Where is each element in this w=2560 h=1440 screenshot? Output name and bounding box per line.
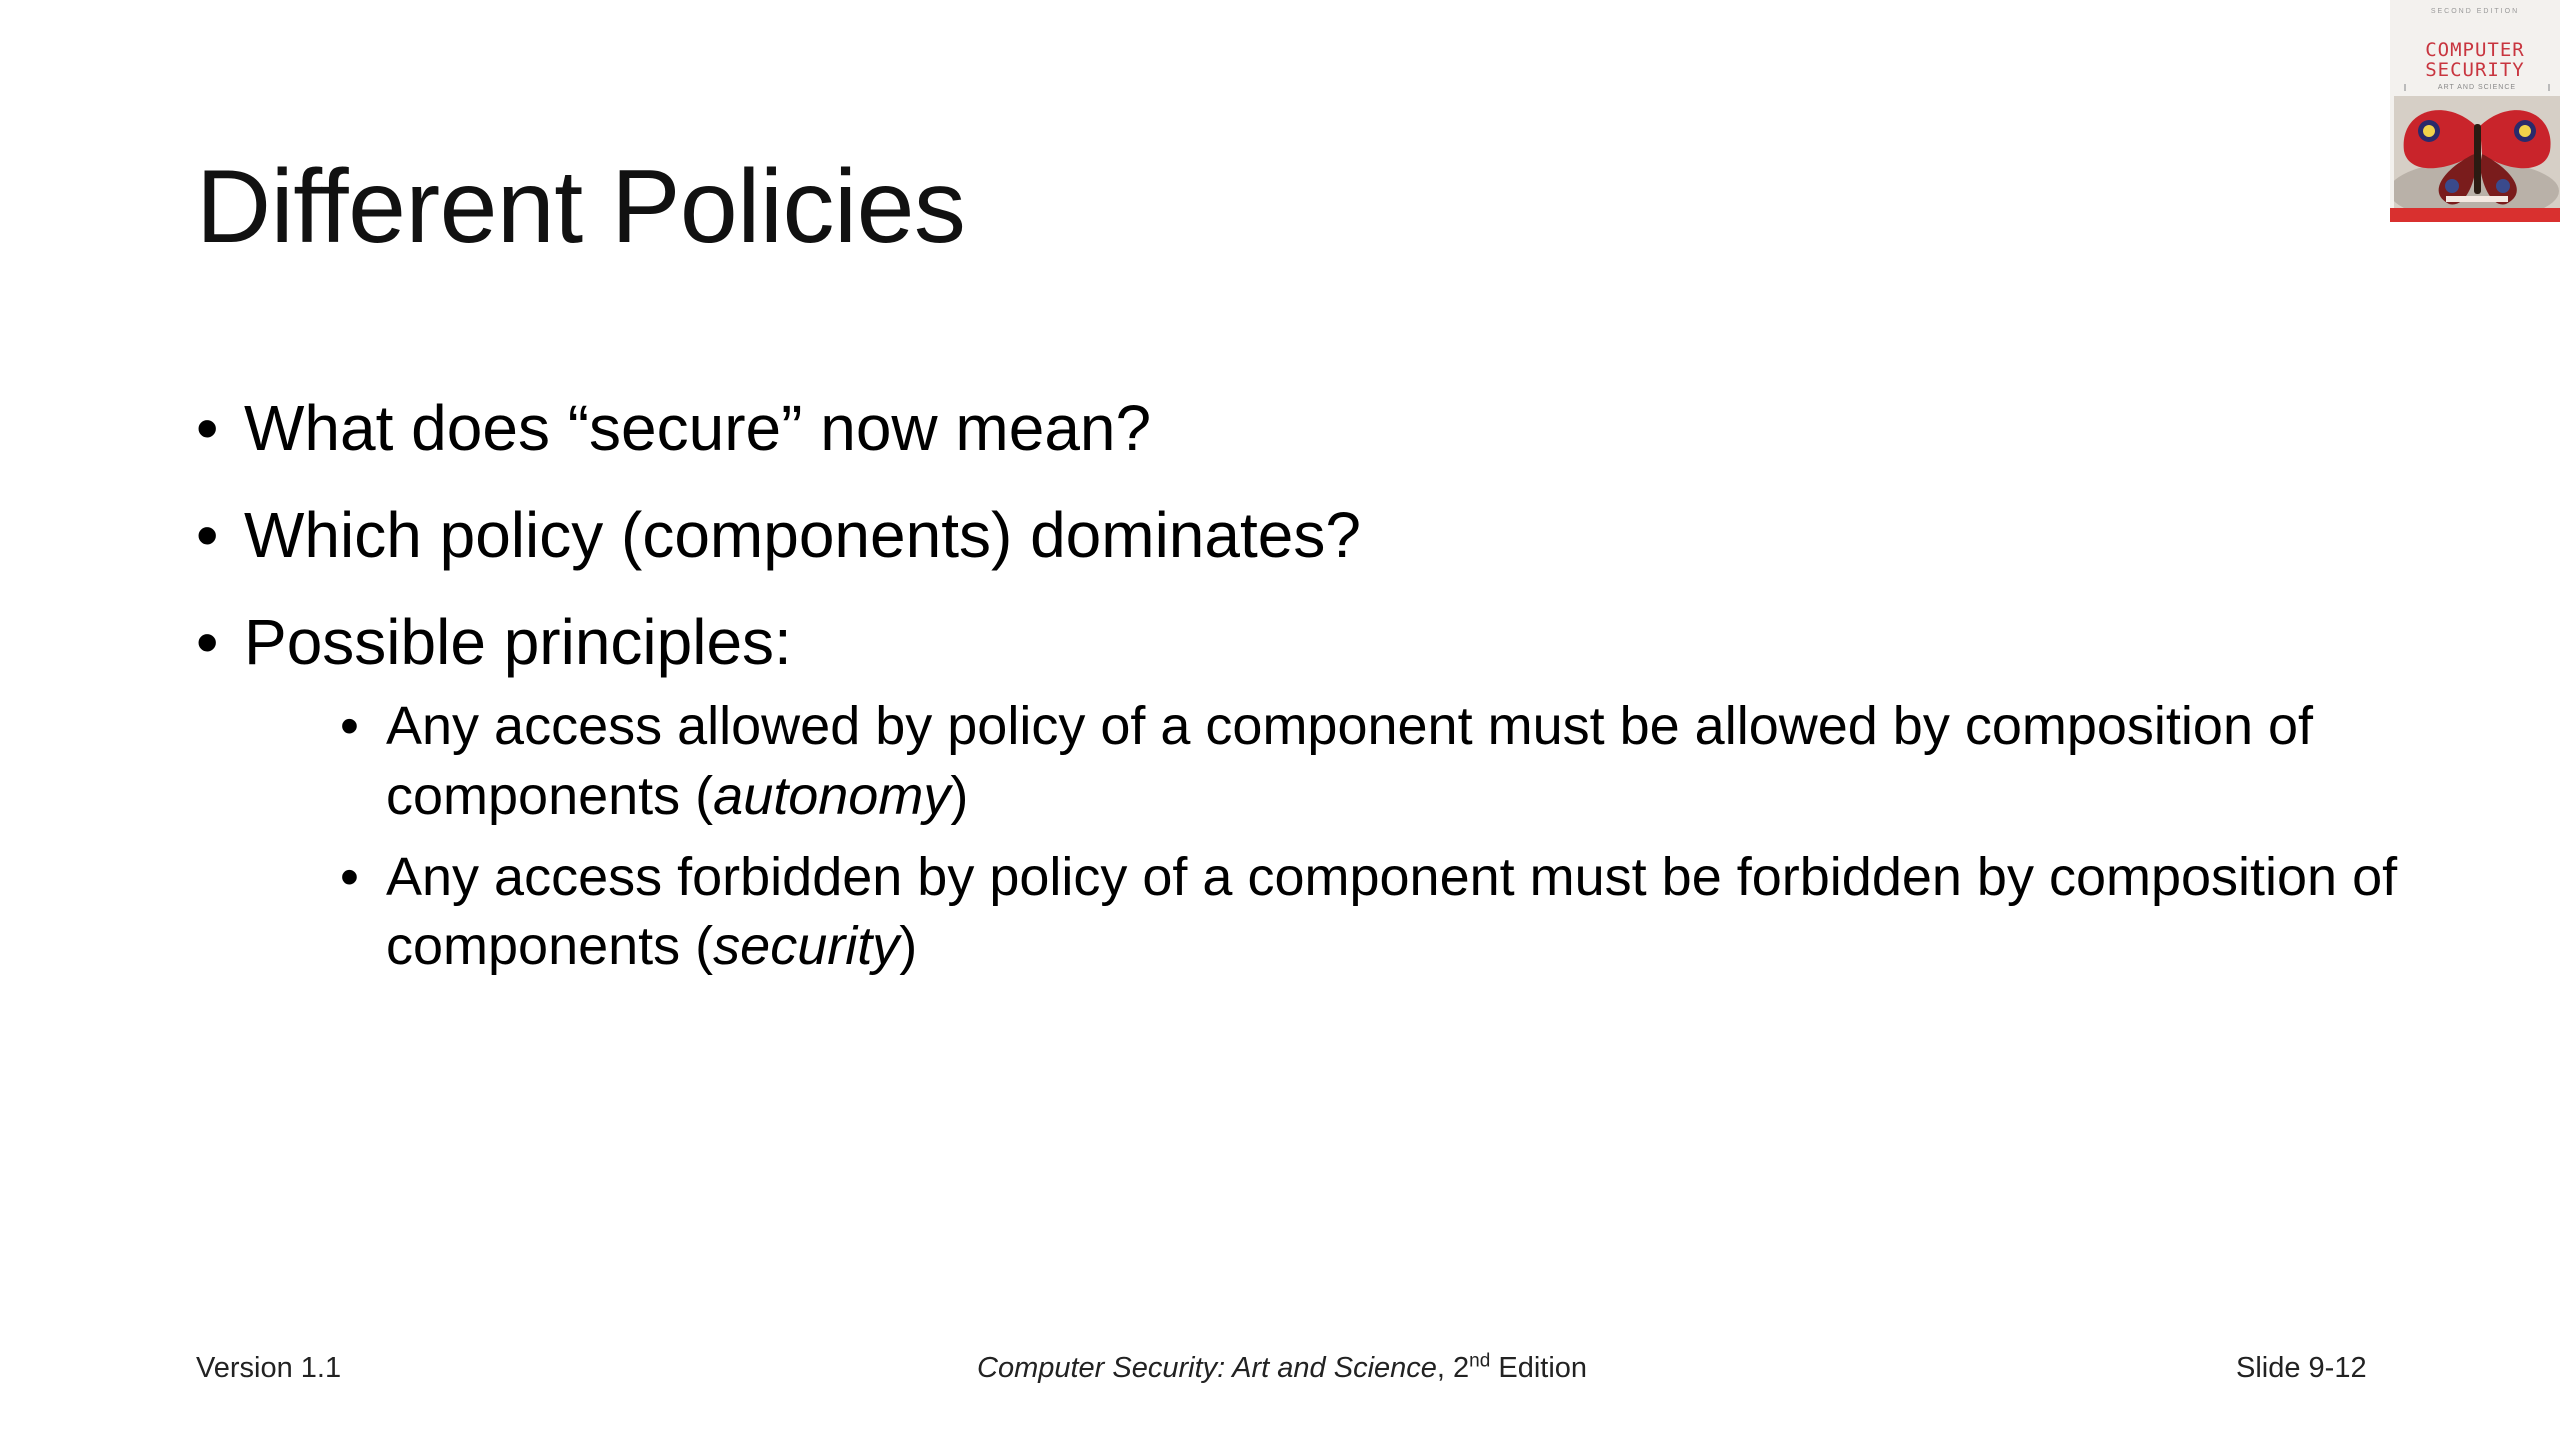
- bullet-dot: •: [196, 392, 219, 464]
- cover-title: [2390, 40, 2560, 80]
- sub-bullet-list: [244, 692, 2396, 980]
- sub-bullet-item: [340, 843, 2486, 981]
- sub-bullet-emphasis: autonomy: [713, 765, 951, 826]
- sub-bullet-item: [340, 692, 2486, 830]
- footer-edition-word: Edition: [1490, 1352, 1588, 1384]
- cover-title-line: COMPUTER: [2425, 39, 2525, 61]
- footer-edition-suffix: nd: [1469, 1350, 1491, 1372]
- bullet-item: [196, 604, 2396, 981]
- bullet-item: [196, 497, 2396, 574]
- sub-bullet-emphasis: security: [713, 915, 900, 976]
- sub-bullet-suffix: ): [899, 915, 918, 976]
- cover-band: [2390, 208, 2560, 222]
- sub-bullet-text: Any access allowed by policy of a component must be allowed by composition of components (: [386, 696, 2314, 826]
- sub-bullet-dot: •: [340, 696, 359, 757]
- book-cover-thumbnail: [2390, 0, 2560, 222]
- footer-edition-number: , 2: [1436, 1352, 1470, 1384]
- sub-bullet-text: Any access forbidden by policy of a component must be forbidden by composition of components (: [386, 846, 2398, 976]
- footer-version: Version 1.1: [196, 1352, 342, 1384]
- butterfly-image: [2394, 96, 2560, 210]
- bullet-dot: •: [196, 605, 219, 678]
- bullet-text: Possible principles:: [244, 605, 792, 678]
- cover-edition-label: SECOND EDITION: [2430, 8, 2520, 15]
- cover-subtitle: ART AND SCIENCE: [2404, 84, 2550, 91]
- bullet-list: [196, 390, 2396, 993]
- sub-bullet-dot: •: [340, 846, 359, 907]
- cover-title-line: SECURITY: [2425, 59, 2525, 81]
- slide-title: Different Policies: [196, 149, 966, 265]
- footer-book-name: Computer Security: Art and Science: [977, 1352, 1437, 1384]
- bullet-text: What does “secure” now mean?: [244, 392, 1152, 464]
- bullet-text: Which policy (components) dominates?: [244, 498, 1361, 571]
- bullet-item: [196, 390, 2396, 467]
- footer-book-title: [977, 1352, 1587, 1385]
- footer-slide-number: Slide 9-12: [2236, 1352, 2367, 1384]
- bullet-dot: •: [196, 498, 219, 571]
- sub-bullet-suffix: ): [950, 765, 969, 826]
